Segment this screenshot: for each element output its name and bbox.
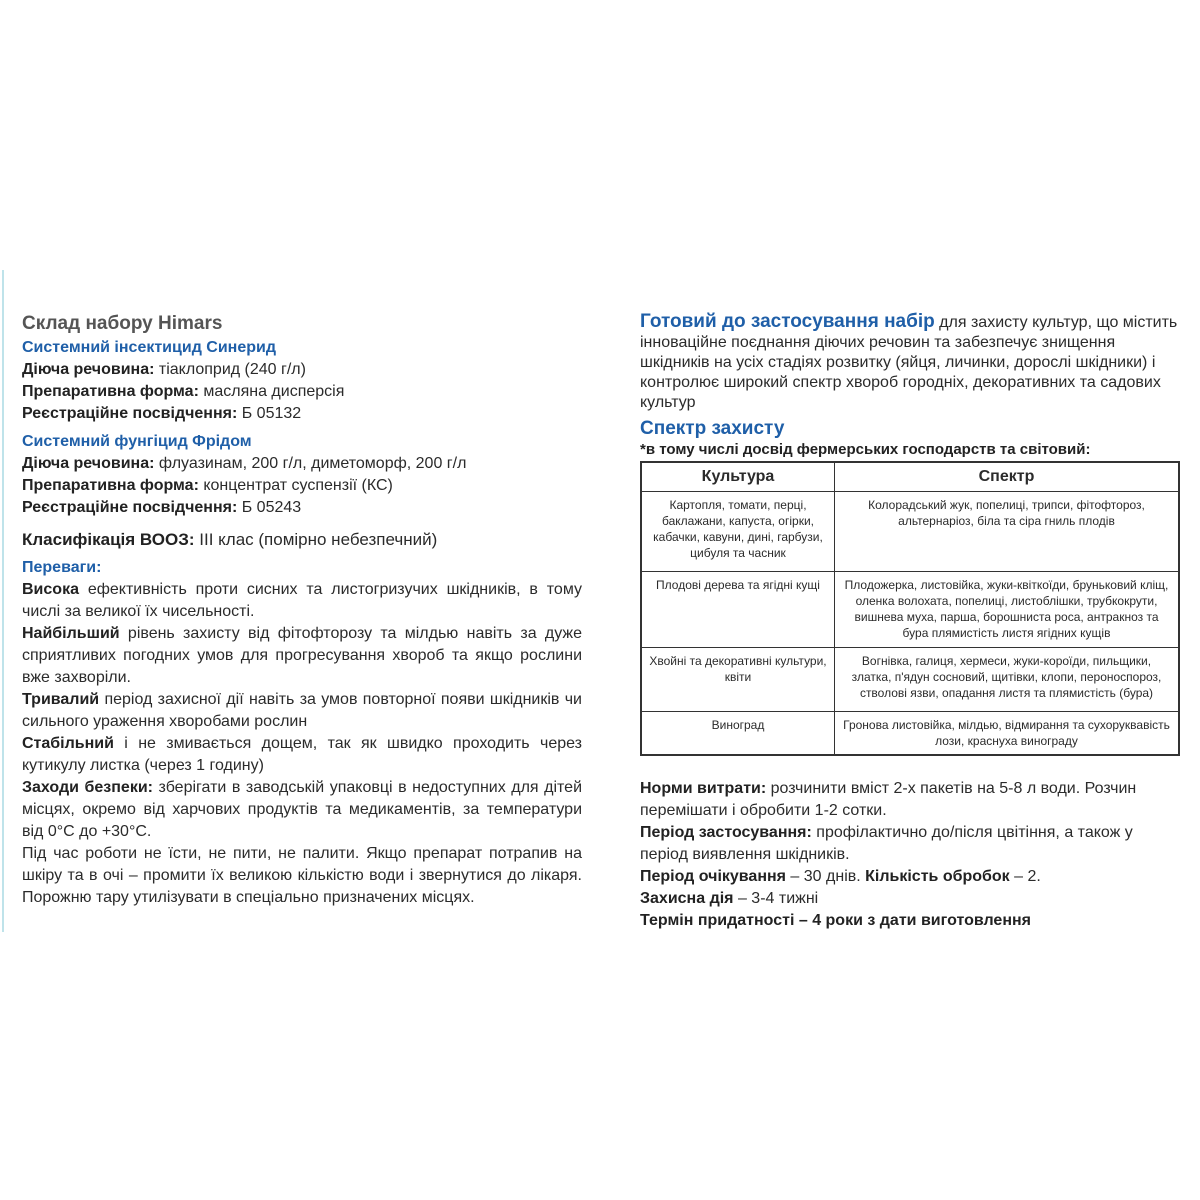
advantage-item: Тривалий період захисної дії навіть за умов повторної появи шкідників чи сильного ураження хворобами рослин [22,691,582,730]
advantage-item: Висока ефективність проти сисних та листогризучих шкідників, в тому числі за великої їх чисельності. [22,581,582,620]
usage-block [640,778,1180,932]
table-row [641,712,1179,756]
who-classification: Класифікація ВООЗ: III клас (помірно небезпечний) [22,530,438,549]
application-period: Період застосування: профілактично до/після цвітіння, а також у період виявлення шкідників. [640,824,1133,863]
spectrum-cell: Плодожерка, листовійка, жуки-квіткоїди, бруньковий кліщ, оленка волохата, попелиці, листоблішки, трубкокрути, вишнева муха, парша, борошниста роса, антракноз та бура плямистість листя ягідних кущів [835,572,1180,648]
spectrum-note: *в тому числі досвід фермерських господарств та світовий: [640,441,1091,458]
insecticide-heading: Системний інсектицид Синерид [22,339,277,356]
crop-cell: Картопля, томати, перці, баклажани, капуста, огірки, кабачки, кавуни, дині, гарбузи, цибуля та часник [641,492,835,572]
table-row [641,572,1179,648]
intro-paragraph: Готовий до застосування набір для захисту культур, що містить інноваційне поєднання діючих речовин та забезпечує знищення шкідників на усіх стадіях розвитку (яйця, личинки, дорослі шкідники) і контролює широкий спектр хвороб городніх, декоративних та садових культур [640,311,1178,411]
shelf-life: Термін придатності – 4 роки з дати виготовлення [640,912,1031,929]
fungicide-active: Діюча речовина: флуазинам, 200 г/л, диметоморф, 200 г/л [22,455,467,472]
spectrum-table [640,461,1180,756]
waiting-period: Період очікування – 30 днів. Кількість обробок – 2. [640,868,1041,885]
spectrum-cell: Колорадський жук, попелиці, трипси, фітофтороз, альтернаріоз, біла та сіра гниль плодів [835,492,1180,572]
table-row [641,648,1179,712]
crop-cell: Плодові дерева та ягідні кущі [641,572,835,648]
fungicide-registration: Реєстраційне посвідчення: Б 05243 [22,499,302,516]
advantages-heading: Переваги: [22,559,102,576]
advantage-item: Найбільший рівень захисту від фітофторозу та мілдью навіть за дуже сприятливих погодних умов для прогресування хвороб та якщо рослини вже захворіли. [22,625,582,686]
crop-cell: Виноград [641,712,835,756]
table-row [641,492,1179,572]
fungicide-form: Препаративна форма: концентрат суспензії (КС) [22,477,393,494]
insecticide-form: Препаративна форма: масляна дисперсія [22,383,345,400]
composition-title: Склад набору Himars [22,313,223,334]
spectrum-cell: Гронова листовійка, мілдью, відмирання та сухоруквавість лози, краснуха винограду [835,712,1180,756]
composition-column [22,313,582,909]
safety-measures-extra: Під час роботи не їсти, не пити, не палити. Якщо препарат потрапив на шкіру та в очі – промити їх великою кількістю води і звернутися до лікаря. Порожню тару утилізувати в спеціально призначених місцях. [22,845,582,906]
insecticide-registration: Реєстраційне посвідчення: Б 05132 [22,405,302,422]
spectrum-cell: Вогнівка, галиця, хермеси, жуки-короїди, пильщики, златка, п'ядун сосновий, щитівки, клопи, пероноспороз, стволові язви, опадання листя та плямистість (бура) [835,648,1180,712]
protective-action: Захисна дія – 3-4 тижні [640,890,819,907]
description-column [640,312,1180,932]
advantage-item: Стабільний і не змивається дощем, так як швидко проходить через кутикулу листка (через 1 годину) [22,735,582,774]
spectrum-title: Спектр захисту [640,418,785,439]
table-header-row [641,462,1179,492]
crop-cell: Хвойні та декоративні культури, квіти [641,648,835,712]
column-header-spectrum: Спектр [835,462,1180,492]
column-header-crop: Культура [641,462,835,492]
fungicide-heading: Системний фунгіцид Фрідом [22,433,252,450]
application-rate: Норми витрати: розчинити вміст 2-х пакетів на 5-8 л води. Розчин перемішати і обробити 1-2 сотки. [640,780,1137,819]
safety-measures: Заходи безпеки: зберігати в заводській упаковці в недоступних для дітей місцях, окремо від харчових продуктів та медикаментів, за температури від 0°С до +30°С. [22,779,583,840]
insecticide-active: Діюча речовина: тіаклоприд (240 г/л) [22,361,306,378]
left-accent-rule [2,270,4,932]
